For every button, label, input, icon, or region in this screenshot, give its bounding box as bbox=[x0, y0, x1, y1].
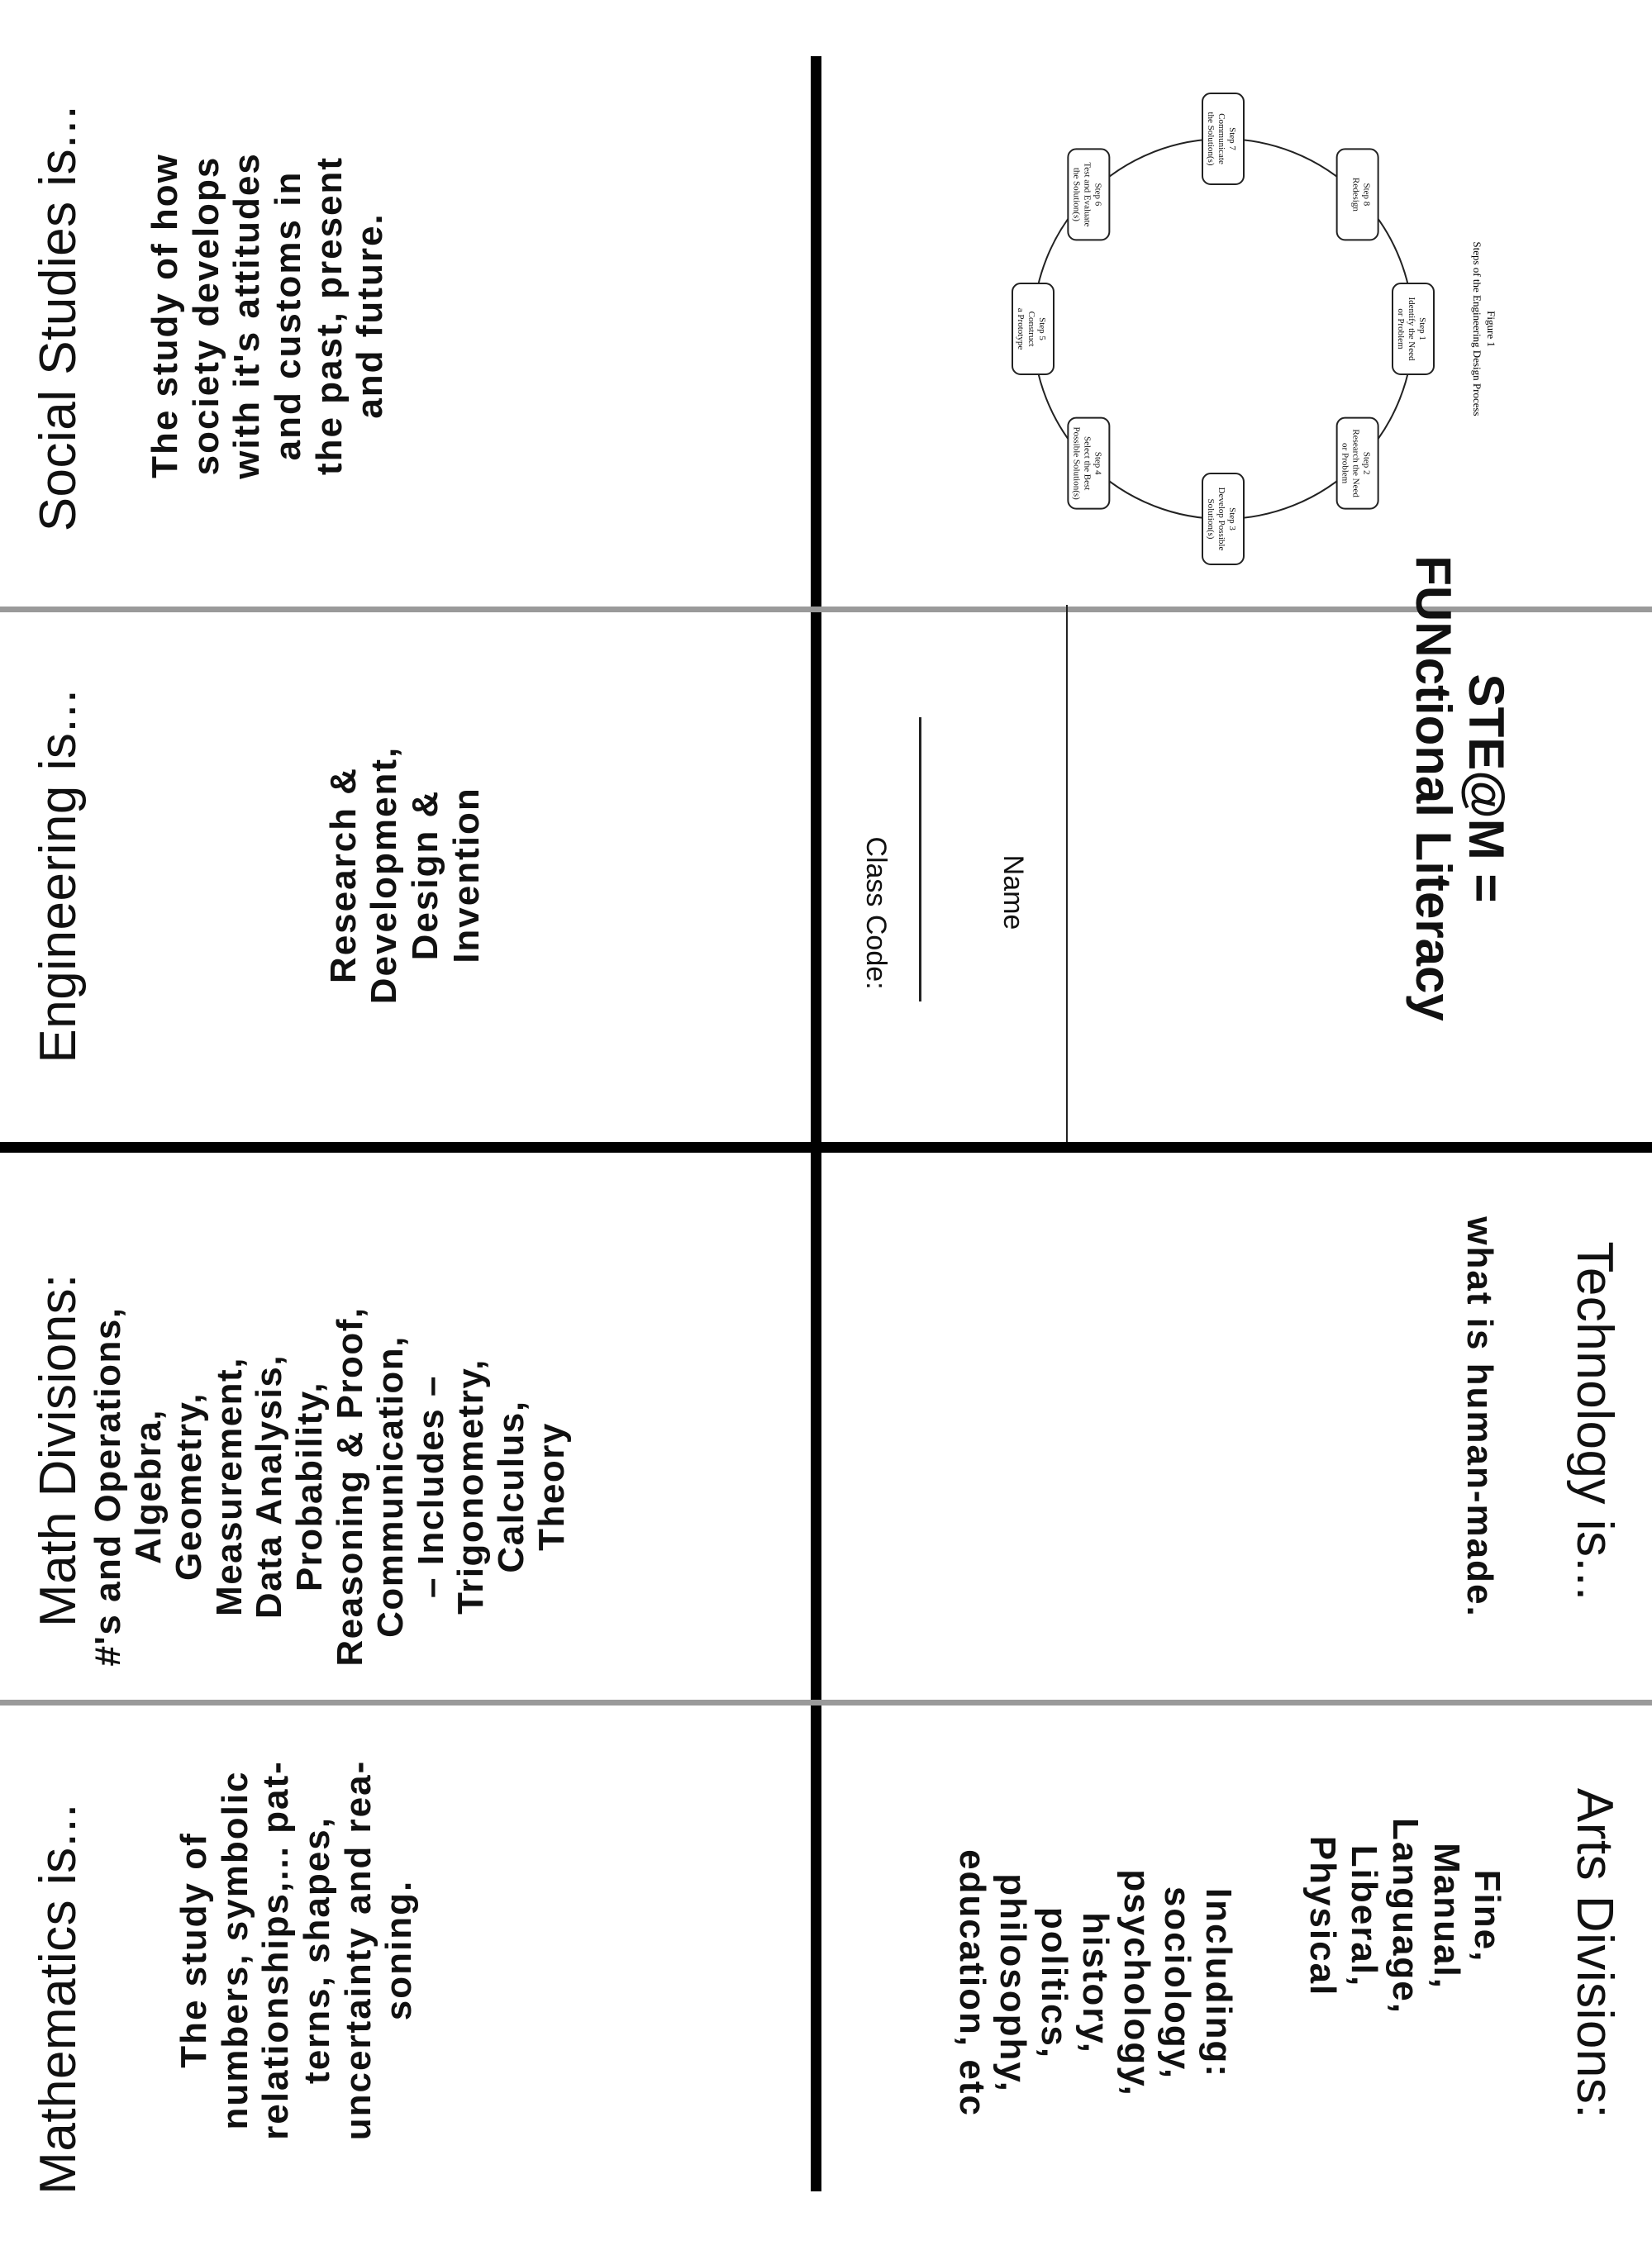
step-node-7 bbox=[1202, 93, 1244, 184]
engineering-title: Engineering is... bbox=[29, 688, 87, 1063]
social-studies-body: The study of how society develops with it's attitudes and customs in the past, present and future. bbox=[144, 152, 391, 479]
step-text: Step 5 bbox=[1037, 317, 1047, 340]
step-text: Step 8 bbox=[1361, 183, 1372, 207]
step-text: Construct bbox=[1026, 311, 1036, 347]
step-text: Test and Evaluate bbox=[1082, 162, 1093, 227]
step-text: Step 2 bbox=[1361, 451, 1372, 475]
name-line bbox=[1066, 605, 1068, 1142]
step-node-2 bbox=[1337, 418, 1378, 509]
step-text: Communicate bbox=[1216, 113, 1226, 164]
math-divisions-body: #'s and Operations, Algebra, Geometry, Measurement, Data Analysis, Probability, Reasoning & Proof, Communication, – Includes – Trigonometry, Calculus, Theory bbox=[88, 1306, 573, 1667]
engineering-body: Research & Development, Design & Invention bbox=[322, 745, 487, 1005]
step-text: the Solution(s) bbox=[1206, 112, 1216, 166]
name-label: Name bbox=[997, 854, 1030, 930]
step-node-6 bbox=[1068, 149, 1109, 240]
step-text: Develop Possible bbox=[1216, 487, 1226, 551]
mathematics-title: Mathematics is... bbox=[29, 1803, 87, 2195]
step-text: Step 1 bbox=[1417, 317, 1427, 340]
figure-caption-number: Figure 1 bbox=[1485, 311, 1497, 347]
center-fold-line bbox=[811, 56, 821, 2191]
cover-title: STE@M = FUNctional Literacy bbox=[1406, 555, 1515, 1021]
step-node-5 bbox=[1012, 283, 1054, 374]
figure-caption-title: Steps of the Engineering Design Process bbox=[1471, 241, 1483, 416]
technology-body: what is human-made. bbox=[1459, 1216, 1500, 1618]
divider-row-2 bbox=[0, 1142, 1652, 1153]
step-text: Step 6 bbox=[1093, 183, 1103, 207]
social-studies-title: Social Studies is... bbox=[29, 104, 87, 532]
step-text: Step 7 bbox=[1227, 127, 1237, 150]
technology-title: Technology is... bbox=[1566, 1241, 1624, 1601]
class-code-label: Class Code: bbox=[860, 836, 893, 990]
step-text: Solution(s) bbox=[1206, 498, 1216, 540]
step-text: or Problem bbox=[1396, 308, 1406, 350]
step-text: Possible Solution(s) bbox=[1071, 426, 1082, 500]
step-text: Step 4 bbox=[1093, 451, 1103, 475]
step-node-4 bbox=[1068, 418, 1109, 509]
math-divisions-title: Math Divisions: bbox=[29, 1273, 87, 1627]
step-text: or Problem bbox=[1340, 443, 1350, 484]
step-text: Select the Best bbox=[1082, 435, 1093, 491]
step-node-1 bbox=[1393, 283, 1434, 374]
arts-divisions-list: Fine, Manual, Language, Liberal, Physical bbox=[1302, 1817, 1508, 2015]
step-node-8 bbox=[1337, 149, 1378, 240]
step-text: the Solution(s) bbox=[1071, 167, 1082, 221]
class-code-line bbox=[919, 717, 921, 1001]
step-text: Redesign bbox=[1350, 177, 1361, 212]
mathematics-body: The study of numbers, symbolic relationships,... pat- terns, shapes, uncertainty and rea- soning. bbox=[173, 1759, 420, 2141]
arts-divisions-title: Arts Divisions: bbox=[1566, 1787, 1624, 2119]
step-node-3 bbox=[1202, 473, 1244, 564]
step-text: Step 3 bbox=[1227, 507, 1237, 530]
step-text: Identify the Need bbox=[1407, 297, 1416, 361]
arts-divisions-including: Including: sociology, psychology, history, politics, philosophy, education, etc bbox=[951, 1849, 1240, 2117]
step-text: a Prototype bbox=[1016, 307, 1026, 350]
step-text: Research the Need bbox=[1350, 429, 1361, 497]
